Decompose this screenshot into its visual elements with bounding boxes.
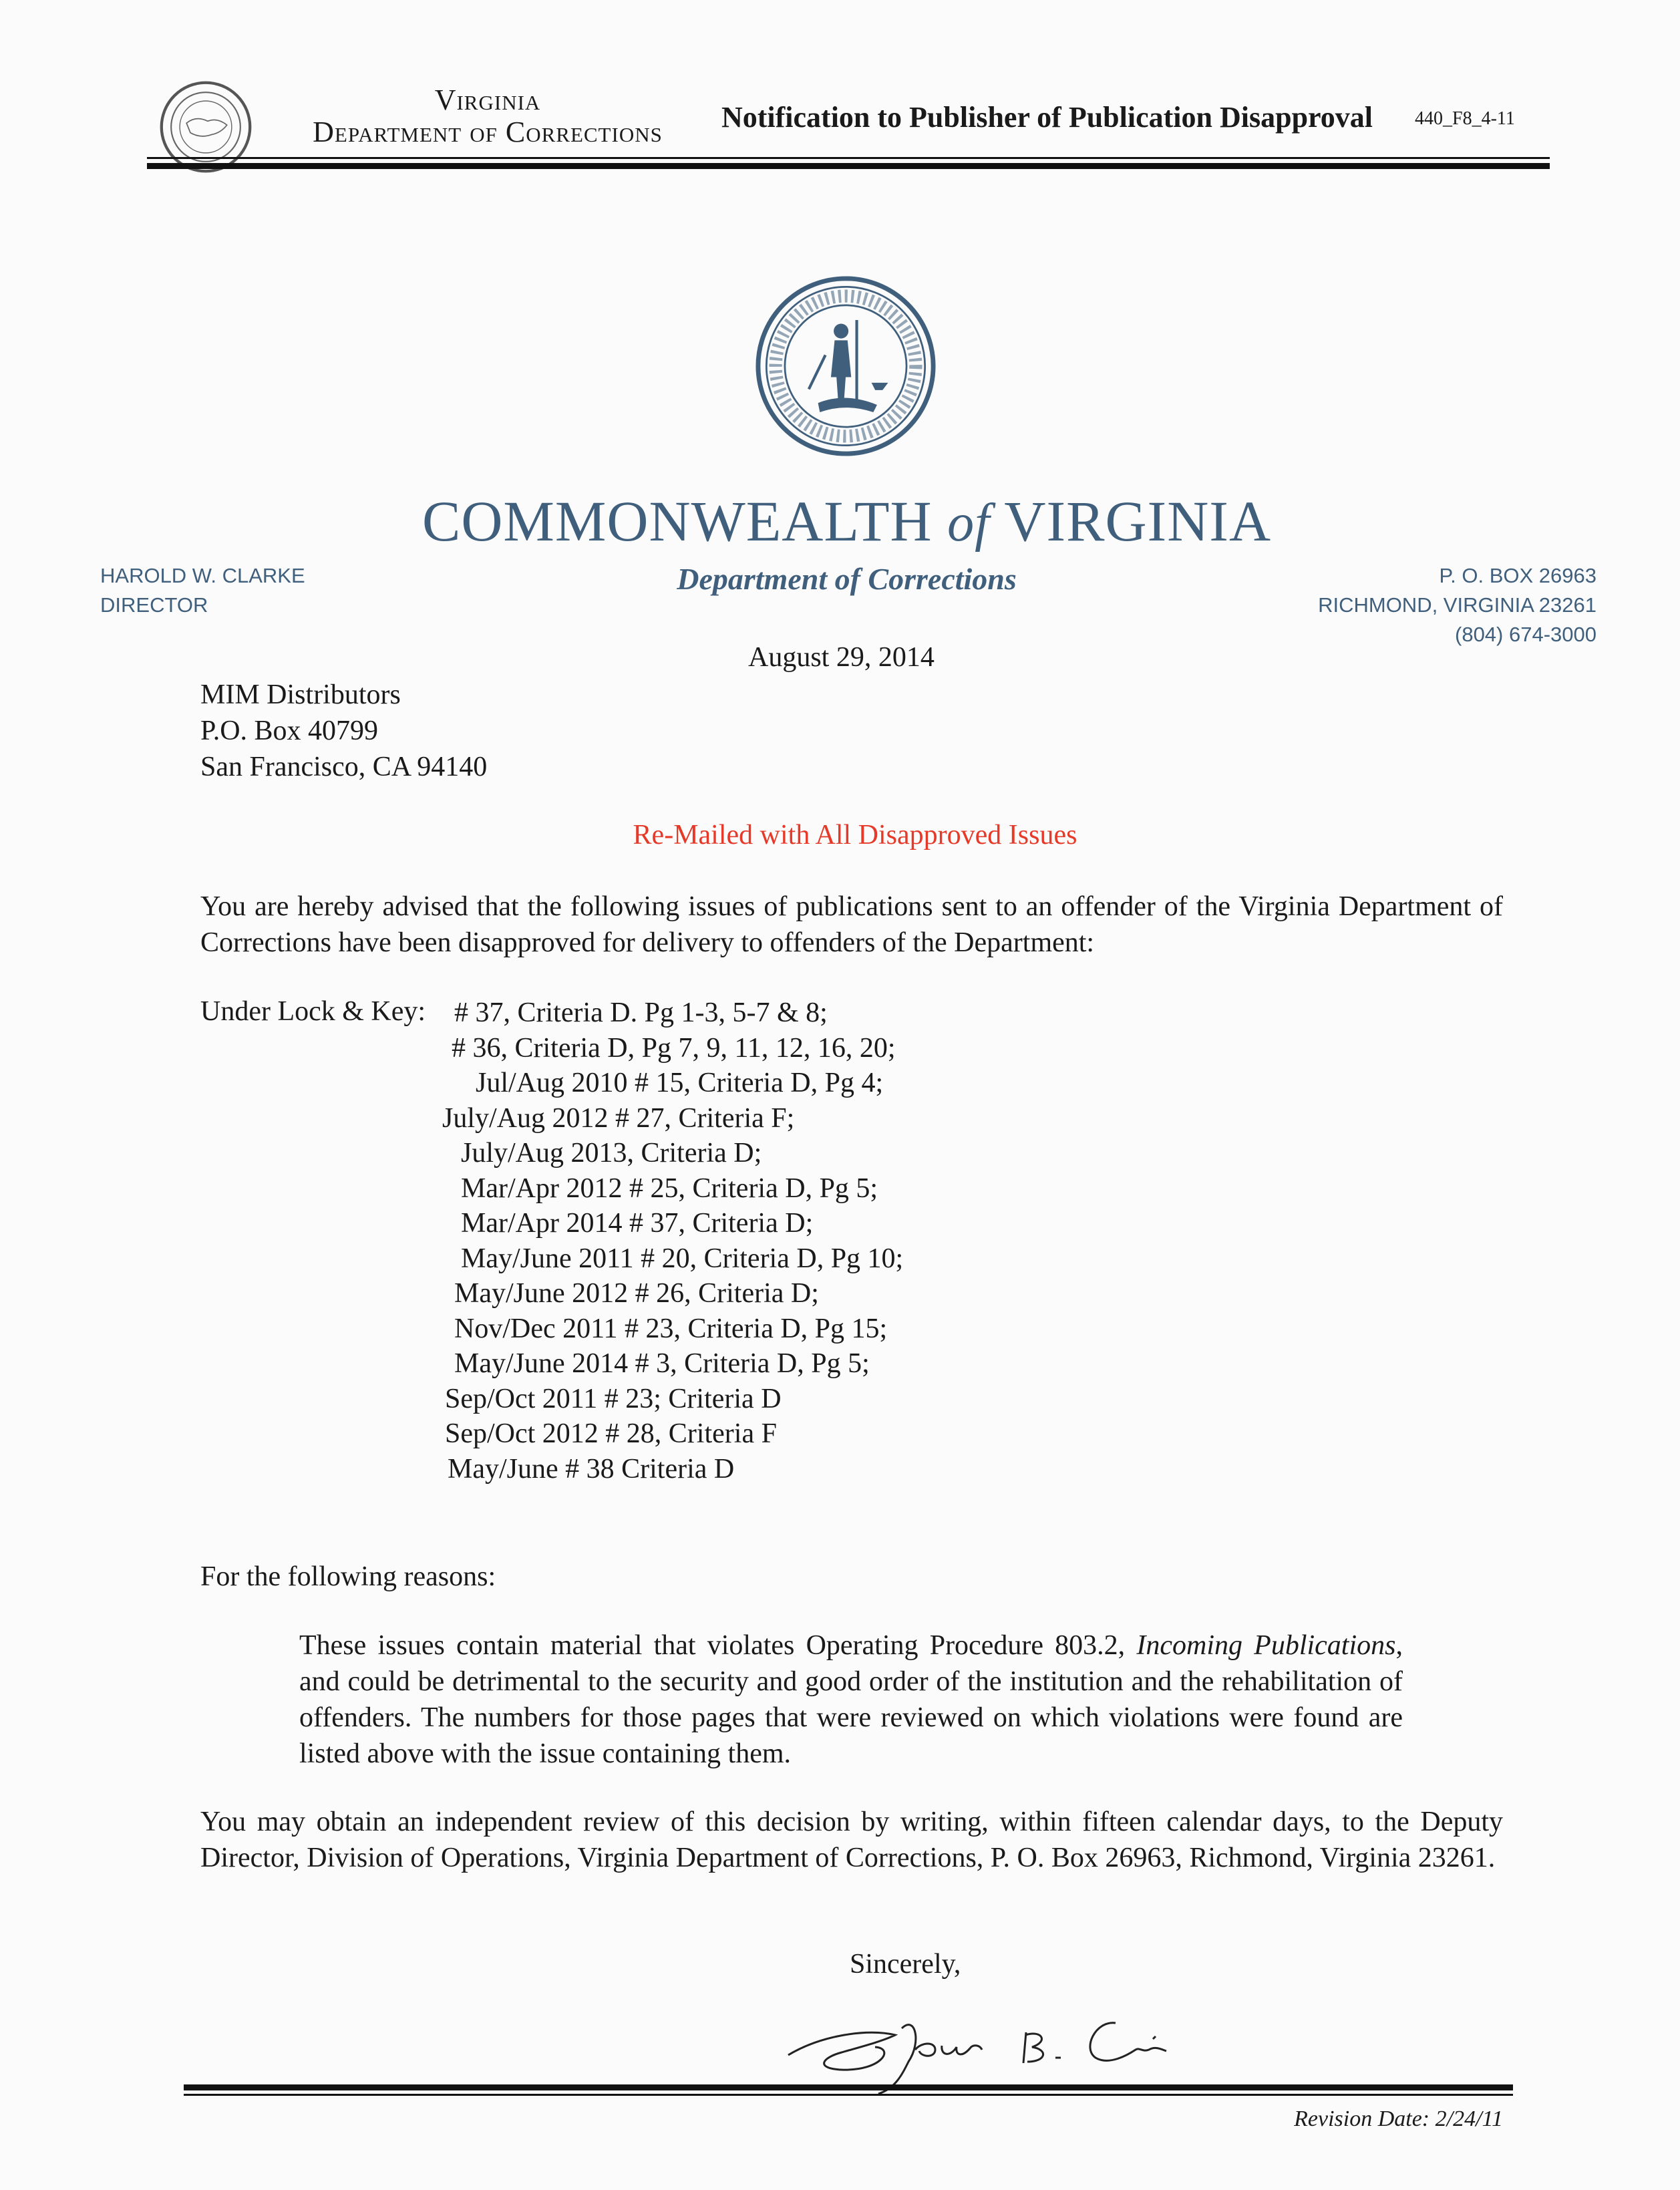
director-name: HAROLD W. CLARKE (100, 564, 305, 587)
commonwealth-seal-icon (753, 274, 938, 458)
issue-item: May/June 2014 # 3, Criteria D, Pg 5; (454, 1348, 870, 1379)
remailed-notice: Re-Mailed with All Disapproved Issues (633, 820, 1077, 850)
disapproved-issues-list (441, 995, 903, 1487)
director-title: DIRECTOR (100, 593, 208, 617)
review-paragraph: You may obtain an independent review of this decision by writing, within fifteen calendar days, to the Deputy Director, Division of Operations, Virginia Department of Corrections, P. O. Box 26963, Richmond, Virginia 23261. (200, 1807, 1503, 1873)
issue-item: Mar/Apr 2012 # 25, Criteria D, Pg 5; (461, 1172, 878, 1204)
issue-item: Sep/Oct 2012 # 28, Criteria F (445, 1418, 777, 1449)
recipient-address (200, 677, 487, 785)
intro-paragraph: You are hereby advised that the following issues of publications sent to an offender of the Virginia Department of Corrections have been disapproved for delivery to offenders of the Department: (200, 891, 1503, 958)
state-word: VIRGINIA (1004, 489, 1272, 553)
closing: Sincerely, (850, 1949, 961, 1980)
header-rule-thin (147, 157, 1550, 159)
issue-item: # 36, Criteria D, Pg 7, 9, 11, 12, 16, 20; (452, 1032, 896, 1064)
issue-item: July/Aug 2013, Criteria D; (461, 1138, 762, 1168)
publication-label: Under Lock & Key: (200, 996, 426, 1027)
agency-line-2: Department of Corrections (313, 116, 663, 148)
signature-icon (762, 1988, 1202, 2095)
reason-paragraph (299, 1627, 1403, 1772)
issue-item: July/Aug 2012 # 27, Criteria F; (442, 1102, 795, 1134)
recipient-line: MIM Distributors (200, 679, 401, 710)
form-number: 440_F8_4-11 (1415, 108, 1515, 129)
footer-rule-thin (184, 2094, 1513, 2096)
department-subtitle: Department of Corrections (677, 562, 1017, 596)
issue-item: # 37, Criteria D. Pg 1-3, 5-7 & 8; (454, 997, 828, 1028)
department-address (1136, 561, 1597, 649)
address-po-box: P. O. BOX 26963 (1439, 564, 1597, 587)
address-city: RICHMOND, VIRGINIA 23261 (1318, 593, 1597, 617)
reason-text-2: , and could be detrimental to the security and good order of the institution and the rehabilitation of offenders. The numbers for those pages that were reviewed on which violations were found are listed above with the issue containing them. (299, 1630, 1403, 1769)
agency-line-1: Virginia (434, 84, 541, 116)
commonwealth-heading (267, 488, 1426, 555)
revision-date: Revision Date: 2/24/11 (1294, 2106, 1503, 2131)
reason-procedure-title: Incoming Publications (1136, 1630, 1396, 1661)
footer-rule-thick (184, 2084, 1513, 2090)
issue-item: Mar/Apr 2014 # 37, Criteria D; (461, 1208, 814, 1239)
issue-item: Jul/Aug 2010 # 15, Criteria D, Pg 4; (476, 1068, 884, 1098)
issue-item: May/June 2012 # 26, Criteria D; (454, 1278, 819, 1309)
of-word: of (947, 494, 991, 553)
header-rule-thick (147, 163, 1550, 169)
issue-item: May/June # 38 Criteria D (448, 1453, 735, 1484)
issue-item: May/June 2011 # 20, Criteria D, Pg 10; (461, 1243, 904, 1274)
form-title: Notification to Publisher of Publication Disapproval (721, 101, 1373, 134)
address-phone: (804) 674-3000 (1455, 623, 1597, 646)
reason-text-1: These issues contain material that violates Operating Procedure 803.2, (299, 1630, 1137, 1661)
director-block (100, 561, 305, 620)
reasons-label: For the following reasons: (200, 1561, 496, 1592)
issue-item: Sep/Oct 2011 # 23; Criteria D (445, 1383, 782, 1414)
recipient-line: San Francisco, CA 94140 (200, 752, 488, 782)
dept-corrections-seal-icon (158, 79, 254, 175)
agency-name (281, 84, 695, 148)
letter-date: August 29, 2014 (748, 642, 935, 673)
issue-item: Nov/Dec 2011 # 23, Criteria D, Pg 15; (454, 1313, 888, 1344)
commonwealth-word: COMMONWEALTH (422, 489, 933, 553)
recipient-line: P.O. Box 40799 (200, 716, 379, 746)
